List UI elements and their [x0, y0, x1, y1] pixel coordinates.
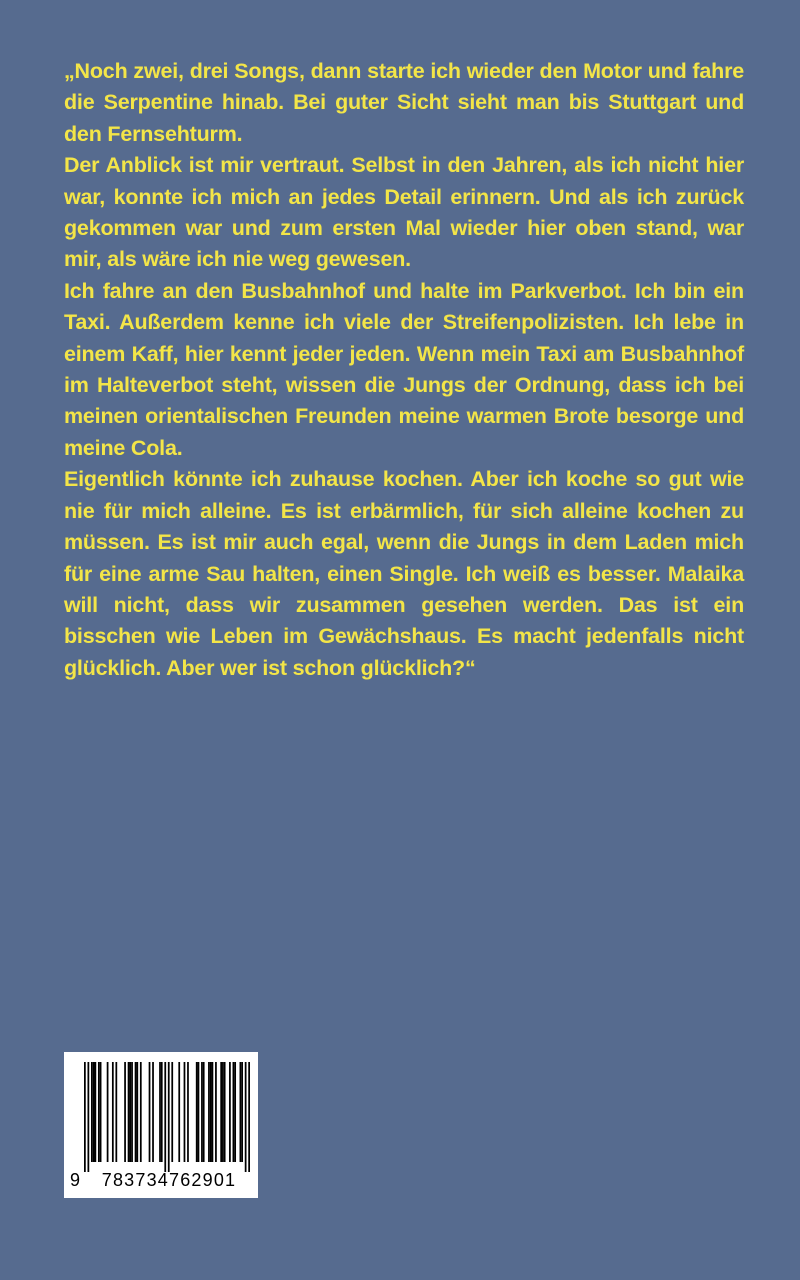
barcode-bar — [196, 1062, 198, 1162]
blurb-paragraph-1: „Noch zwei, drei Songs, dann starte ich wieder den Motor und fahre die Serpentine hinab. Bei guter Sicht sieht man bis Stuttgart und den Fernsehturm. — [64, 59, 744, 146]
barcode-bar — [112, 1062, 114, 1162]
barcode-bar — [131, 1062, 133, 1162]
barcode-bar — [164, 1062, 166, 1172]
barcode-bar — [203, 1062, 205, 1162]
barcode-bar — [241, 1062, 243, 1162]
barcode-bar — [100, 1062, 102, 1162]
back-cover-blurb — [64, 56, 744, 684]
barcode-bar — [215, 1062, 217, 1162]
blurb-paragraph-3: Ich fahre an den Busbahnhof und halte im Parkverbot. Ich bin ein Taxi. Außerdem kenne ich viele der Streifenpolizisten. Ich lebe in einem Kaff, hier kennt jeder jeden. Wenn mein Taxi am Busbahnhof im Halteverbot steht, wissen die Jungs der Ordnung, dass ich bei meinen orientalischen Freunden meine warmen Brote besorge und meine Cola. — [64, 278, 744, 460]
barcode-bar — [198, 1062, 200, 1162]
barcode-bar — [161, 1062, 163, 1162]
barcode-bar — [136, 1062, 138, 1162]
barcode-bar — [135, 1062, 137, 1162]
barcode-bar — [94, 1062, 96, 1162]
barcode-bar — [93, 1062, 95, 1162]
barcode-bar — [248, 1062, 250, 1172]
barcode-bar — [233, 1062, 235, 1162]
blurb-paragraph-2: Der Anblick ist mir vertraut. Selbst in den Jahren, als ich nicht hier war, konnte ich mich an jedes Detail erinnern. Und als ich zurück gekommen war und zum ersten Mal wieder hier oben stand, war mir, als wäre ich nie weg gewesen. — [64, 153, 744, 272]
barcode-bar — [159, 1062, 161, 1162]
barcode-bars — [84, 1062, 250, 1172]
barcode-bar — [184, 1062, 186, 1162]
barcode-bar — [220, 1062, 222, 1162]
barcode-bar — [210, 1062, 212, 1162]
blurb-paragraph-4: Eigentlich könnte ich zuhause kochen. Aber ich koche so gut wie nie für mich alleine. Es ist erbärmlich, für sich alleine kochen zu müssen. Es ist mir auch egal, wenn die Jungs in dem Laden mich für eine arme Sau halten, einen Single. Ich weiß es besser. Malaika will nicht, dass wir zusammen gesehen werden. Das ist ein bisschen wie Leben im Gewächshaus. Es macht jedenfalls nicht glücklich. Aber wer ist schon glücklich?“ — [64, 467, 744, 680]
barcode-bar — [149, 1062, 151, 1162]
barcode-bar — [224, 1062, 226, 1162]
isbn-barcode — [64, 1052, 258, 1198]
barcode-bar — [129, 1062, 131, 1162]
barcode-bar — [91, 1062, 93, 1162]
barcode-bar — [178, 1062, 180, 1162]
barcode-bar — [245, 1062, 247, 1172]
barcode-bar — [84, 1062, 86, 1172]
barcode-bar — [208, 1062, 210, 1162]
barcode-bar — [222, 1062, 224, 1162]
barcode-bar — [187, 1062, 189, 1162]
barcode-bar — [140, 1062, 142, 1162]
barcode-bar — [124, 1062, 126, 1162]
barcode-bar — [152, 1062, 154, 1162]
barcode-bar — [229, 1062, 231, 1162]
barcode-bar — [107, 1062, 109, 1162]
barcode-number: 783734762901 — [101, 1170, 237, 1190]
barcode-bar — [128, 1062, 130, 1162]
barcode-bar — [201, 1062, 203, 1162]
barcode-first-digit: 9 — [70, 1170, 81, 1190]
barcode-bar — [240, 1062, 242, 1162]
barcode-bar — [212, 1062, 214, 1162]
barcode-bar — [98, 1062, 100, 1162]
barcode-bar — [115, 1062, 117, 1162]
barcode-bar — [234, 1062, 236, 1162]
barcode-bar — [171, 1062, 173, 1162]
barcode-bar — [87, 1062, 89, 1172]
barcode-bar — [168, 1062, 170, 1172]
